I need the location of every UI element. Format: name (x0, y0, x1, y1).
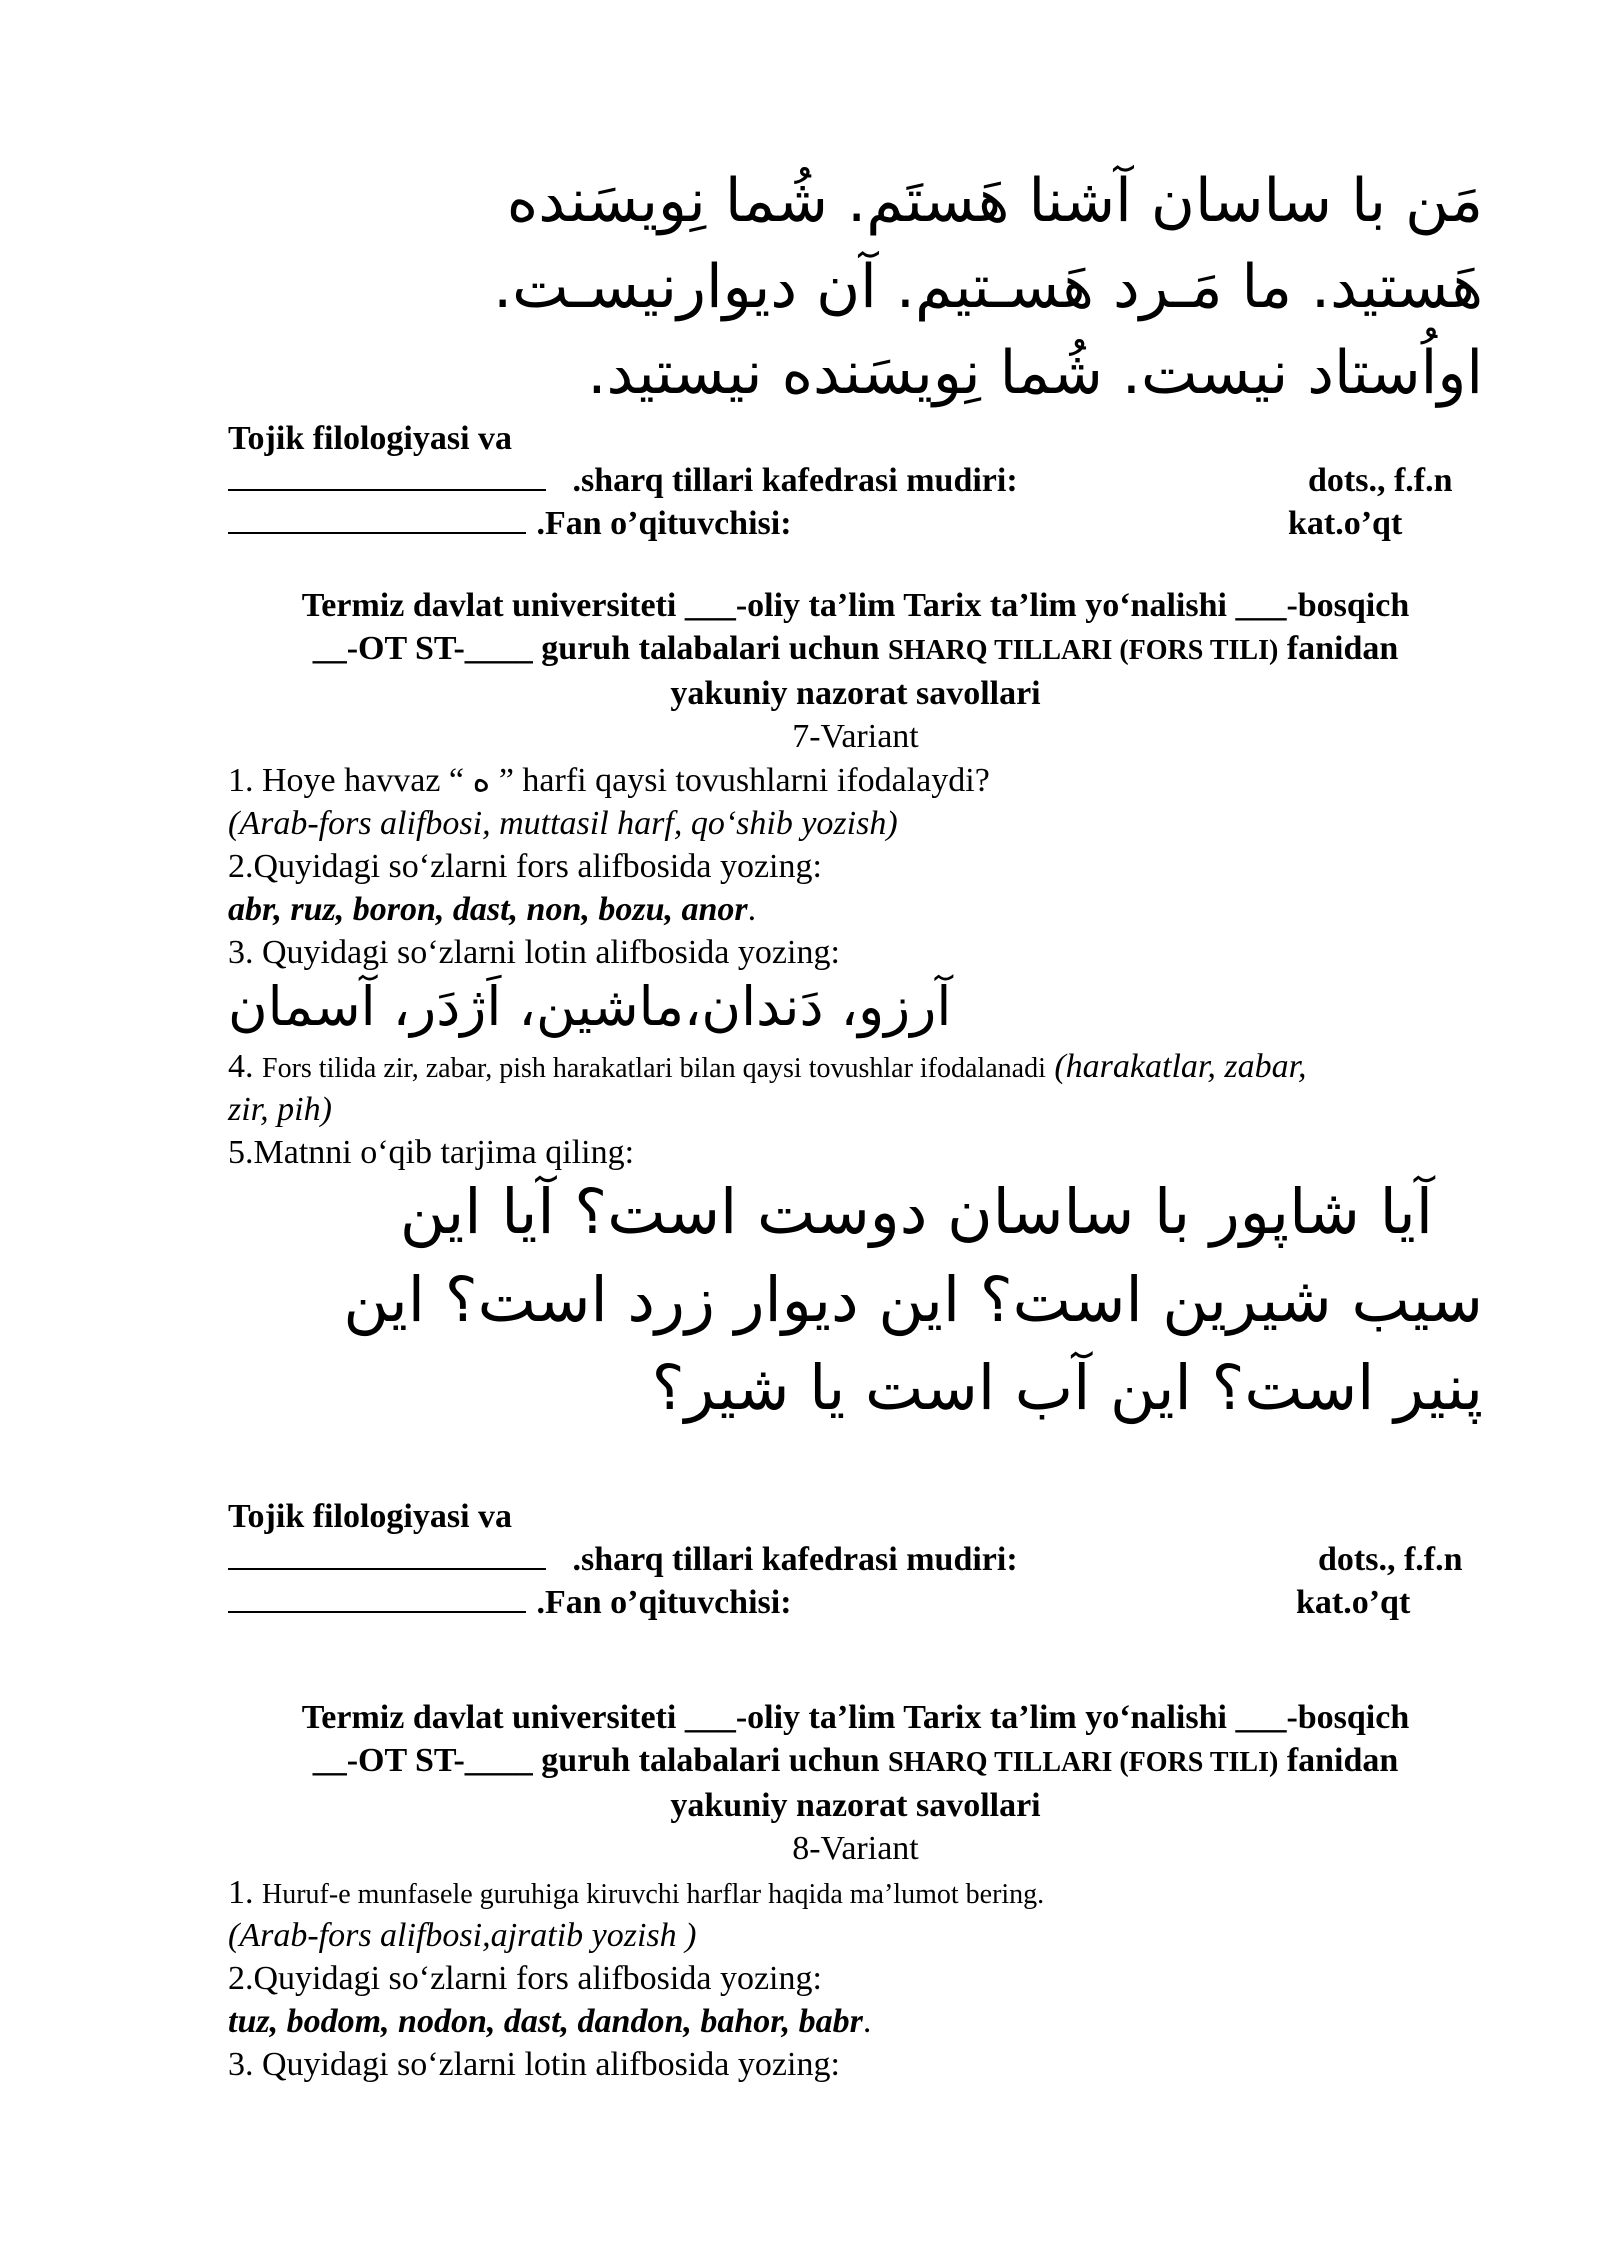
punctuation: . (862, 2003, 872, 2040)
question-2-words (228, 889, 756, 931)
variant-label: 8-Variant (792, 1830, 919, 1867)
translation-line: پنیر است؟ این آب است یا شیر؟ (651, 1351, 1483, 1424)
teacher-label: .Fan o’qituvchisi: (536, 1584, 792, 1621)
teacher-label: .Fan o’qituvchisi: (536, 505, 792, 542)
subject-name: SHARQ TILLARI (FORS TILI) (888, 635, 1279, 666)
head-of-department-line (228, 460, 1018, 502)
signature-blank (228, 506, 526, 534)
teacher-title: kat.o’qt (1296, 1584, 1411, 1621)
question-1-hint: (Arab-fors alifbosi,ajratib yozish ) (228, 1917, 697, 1954)
persian-line: هَستید. ما مَـرد هَسـتیم. آن دیوارنیسـت. (493, 252, 1483, 322)
question-3: 3. Quyidagi so‘zlarni lotin alifbosida yozing: (228, 2046, 840, 2083)
head-of-department-label: .sharq tillari kafedrasi mudiri: (572, 462, 1018, 499)
word-list: tuz, bodom, nodon, dast, dandon, bahor, babr (228, 2003, 863, 2040)
question-text: Huruf-e munfasele guruhiga kiruvchi harflar haqida ma’lumot bering. (262, 1879, 1045, 1910)
head-of-department-line (228, 1539, 1018, 1581)
question-hint: (harakatlar, zabar, (1045, 1048, 1307, 1085)
teacher-line (228, 503, 792, 545)
exam-title-part: fanidan (1278, 1742, 1399, 1779)
exam-title-part: __-OT ST-____ guruh talabalari uchun (312, 630, 889, 667)
signature-blank (228, 463, 546, 491)
translation-line: آیا شاپور با ساسان دوست است؟ آیا این (399, 1175, 1433, 1248)
persian-line: اواُستاد نیست. شُما نِویسَنده نیستید. (587, 338, 1483, 408)
question-1-hint: (Arab-fors alifbosi, muttasil harf, qo‘shib yozish) (228, 805, 898, 842)
teacher-title: kat.o’qt (1288, 505, 1403, 542)
question-text: Fors tilida zir, zabar, pish harakatlari bilan qaysi tovushlar ifodalanadi (262, 1053, 1046, 1084)
word-list: abr, ruz, boron, dast, non, bozu, anor (228, 891, 748, 928)
exam-title-part: fanidan (1278, 630, 1399, 667)
department-label: Tojik filologiyasi va (228, 420, 513, 457)
exam-title-line (228, 1739, 1483, 1784)
question-5: 5.Matnni o‘qib tarjima qiling: (228, 1134, 635, 1171)
exam-title-line (228, 627, 1483, 672)
head-of-department-label: .sharq tillari kafedrasi mudiri: (572, 1541, 1018, 1578)
question-4-hint: zir, pih) (228, 1091, 332, 1128)
question-1 (228, 1872, 1044, 1916)
question-3-words: آرزو، دَندان،ماشین، اَژدَر، آسمان (228, 975, 952, 1038)
question-number: 4. (228, 1048, 262, 1085)
punctuation: . (747, 891, 757, 928)
persian-paragraph (228, 158, 1483, 416)
translation-text (228, 1168, 1483, 1432)
exam-title (228, 1696, 1483, 1870)
exam-title (228, 584, 1483, 758)
subject-name: SHARQ TILLARI (FORS TILI) (888, 1747, 1279, 1778)
teacher-line (228, 1582, 792, 1624)
signature-blank (228, 1585, 526, 1613)
persian-line: مَن با ساسان آشنا هَستَم. شُما نِویسَنده (506, 166, 1483, 236)
question-2-words (228, 2001, 871, 2043)
question-2: 2.Quyidagi so‘zlarni fors alifbosida yozing: (228, 848, 822, 885)
exam-title-line: yakuniy nazorat savollari (670, 1787, 1041, 1824)
exam-title-line: yakuniy nazorat savollari (670, 675, 1041, 712)
question-1: 1. Hoye havvaz “ ه ” harfi qaysi tovushlarni ifodalaydi? (228, 762, 990, 799)
translation-line: سیب شیرین است؟ این دیوار زرد است؟ این (343, 1263, 1483, 1336)
exam-title-part: __-OT ST-____ guruh talabalari uchun (312, 1742, 889, 1779)
head-title: dots., f.f.n (1308, 462, 1453, 499)
variant-label: 7-Variant (792, 718, 919, 755)
exam-title-line: Termiz davlat universiteti ___-oliy ta’lim Tarix ta’lim yo‘nalishi ___-bosqich (301, 587, 1410, 624)
exam-title-line: Termiz davlat universiteti ___-oliy ta’lim Tarix ta’lim yo‘nalishi ___-bosqich (301, 1699, 1410, 1736)
question-4 (228, 1046, 1483, 1090)
question-2: 2.Quyidagi so‘zlarni fors alifbosida yozing: (228, 1960, 822, 1997)
head-title: dots., f.f.n (1318, 1541, 1463, 1578)
question-number: 1. (228, 1874, 262, 1911)
signature-blank (228, 1542, 546, 1570)
department-label: Tojik filologiyasi va (228, 1498, 513, 1535)
question-3: 3. Quyidagi so‘zlarni lotin alifbosida yozing: (228, 934, 840, 971)
